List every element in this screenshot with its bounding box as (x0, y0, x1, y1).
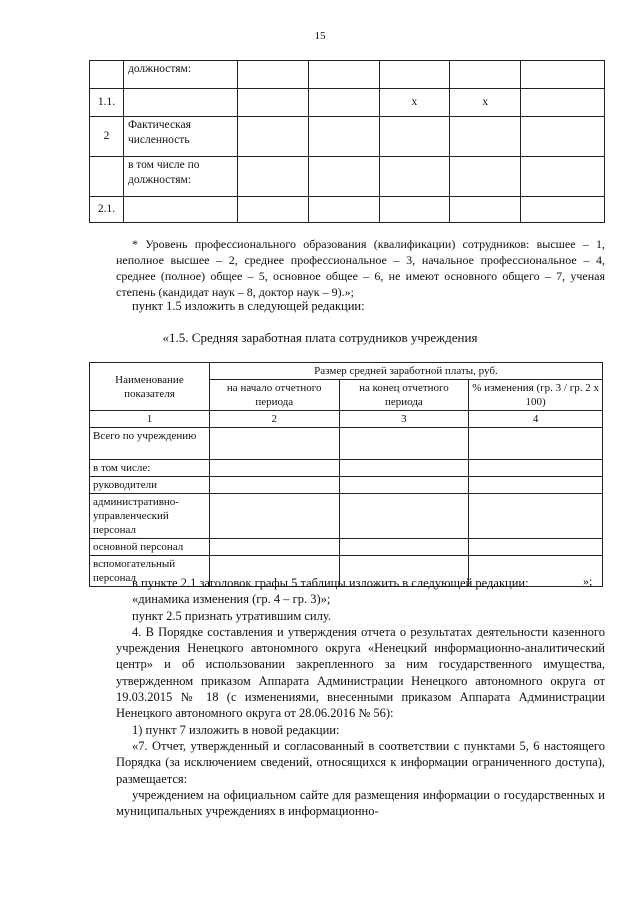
table-row (90, 89, 605, 117)
col-number: 4 (469, 411, 603, 428)
row-label: Всего по учреждению (90, 428, 210, 460)
paragraph: 4. В Порядке составления и утверждения отчета о результатах деятельности казенного учреждения Ненецкого автономного округа «Ненецкий информационно-аналитический центр» и об использовании закрепленного за ним государственного имущества, утвержденном приказом Аппарата Администрации Ненецкого автономного округа от 19.03.2015 № 18 (с изменениями, внесенными приказом Аппарата Администрации Ненецкого автономного округа от 28.06.2016 № 56): (116, 624, 605, 721)
row-label (123, 89, 237, 117)
table-row (90, 117, 605, 157)
row-label: руководители (90, 477, 210, 494)
header-end: на конец отчетного периода (339, 380, 469, 411)
row-label: вспомогательный персонал (90, 556, 210, 587)
table-row (90, 157, 605, 197)
row-label: должностям: (123, 61, 237, 89)
paragraph: «7. Отчет, утвержденный и согласованный в соответствии с пунктами 5, 6 настоящего Порядка (за исключением сведений, относящихся к информации ограниченного доступа), размещается: (116, 738, 605, 786)
section-heading: «1.5. Средняя заработная плата сотрудников учреждения (162, 330, 478, 345)
row-number: 2.1. (90, 197, 124, 223)
instruction-1-5: пункт 1.5 изложить в следующей редакции: (132, 299, 365, 313)
row-label: в том числе по должностям: (123, 157, 237, 197)
row-label: в том числе: (90, 460, 210, 477)
row-number (90, 157, 124, 197)
row-label: Фактическая численность (123, 117, 237, 157)
header-start: на начало отчетного периода (209, 380, 339, 411)
table-row (90, 197, 605, 223)
cell-x: x (379, 89, 450, 117)
row-label (123, 197, 237, 223)
row-label: основной персонал (90, 539, 210, 556)
salary-table (89, 362, 603, 587)
paragraph: в пункте 2.1 заголовок графы 5 таблицы изложить в следующей редакции: (132, 576, 529, 590)
paragraph: учреждением на официальном сайте для размещения информации о государственных и муниципальных учреждениях в информационно- (116, 787, 605, 819)
table-row (90, 539, 603, 556)
education-footnote: * Уровень профессионального образования (квалификации) сотрудников: высшее – 1, неполное высшее – 2, среднее профессиональное – 3, начальное профессиональное – 4, среднее (полное) общее – 5, основное общее – 6, не имеют основного общего – 7, ученая степень (кандидат наук – 8, доктор наук – 9).»; (116, 237, 605, 299)
header-change: % изменения (гр. 3 / гр. 2 x 100) (469, 380, 603, 411)
header-indicator: Наименование показателя (90, 363, 210, 411)
cell-x: x (450, 89, 521, 117)
paragraph: «динамика изменения (гр. 4 – гр. 3)»; (132, 592, 331, 607)
table-row (90, 477, 603, 494)
row-number: 2 (90, 117, 124, 157)
header-salary-group: Размер средней заработной платы, руб. (209, 363, 602, 380)
col-number: 1 (90, 411, 210, 428)
row-number: 1.1. (90, 89, 124, 117)
col-number: 3 (339, 411, 469, 428)
table-row (90, 428, 603, 460)
row-number (90, 61, 124, 89)
table-row (90, 460, 603, 477)
paragraph: пункт 2.5 признать утратившим силу. (132, 608, 331, 623)
paragraph: 1) пункт 7 изложить в новой редакции: (132, 722, 340, 737)
table-row (90, 61, 605, 89)
document-body (116, 575, 605, 819)
table-closing-quote: »; (583, 574, 593, 588)
col-number: 2 (209, 411, 339, 428)
row-label: административно-управленческий персонал (90, 494, 210, 539)
staff-table (89, 60, 605, 223)
table-row (90, 494, 603, 539)
page-number: 15 (314, 30, 326, 42)
